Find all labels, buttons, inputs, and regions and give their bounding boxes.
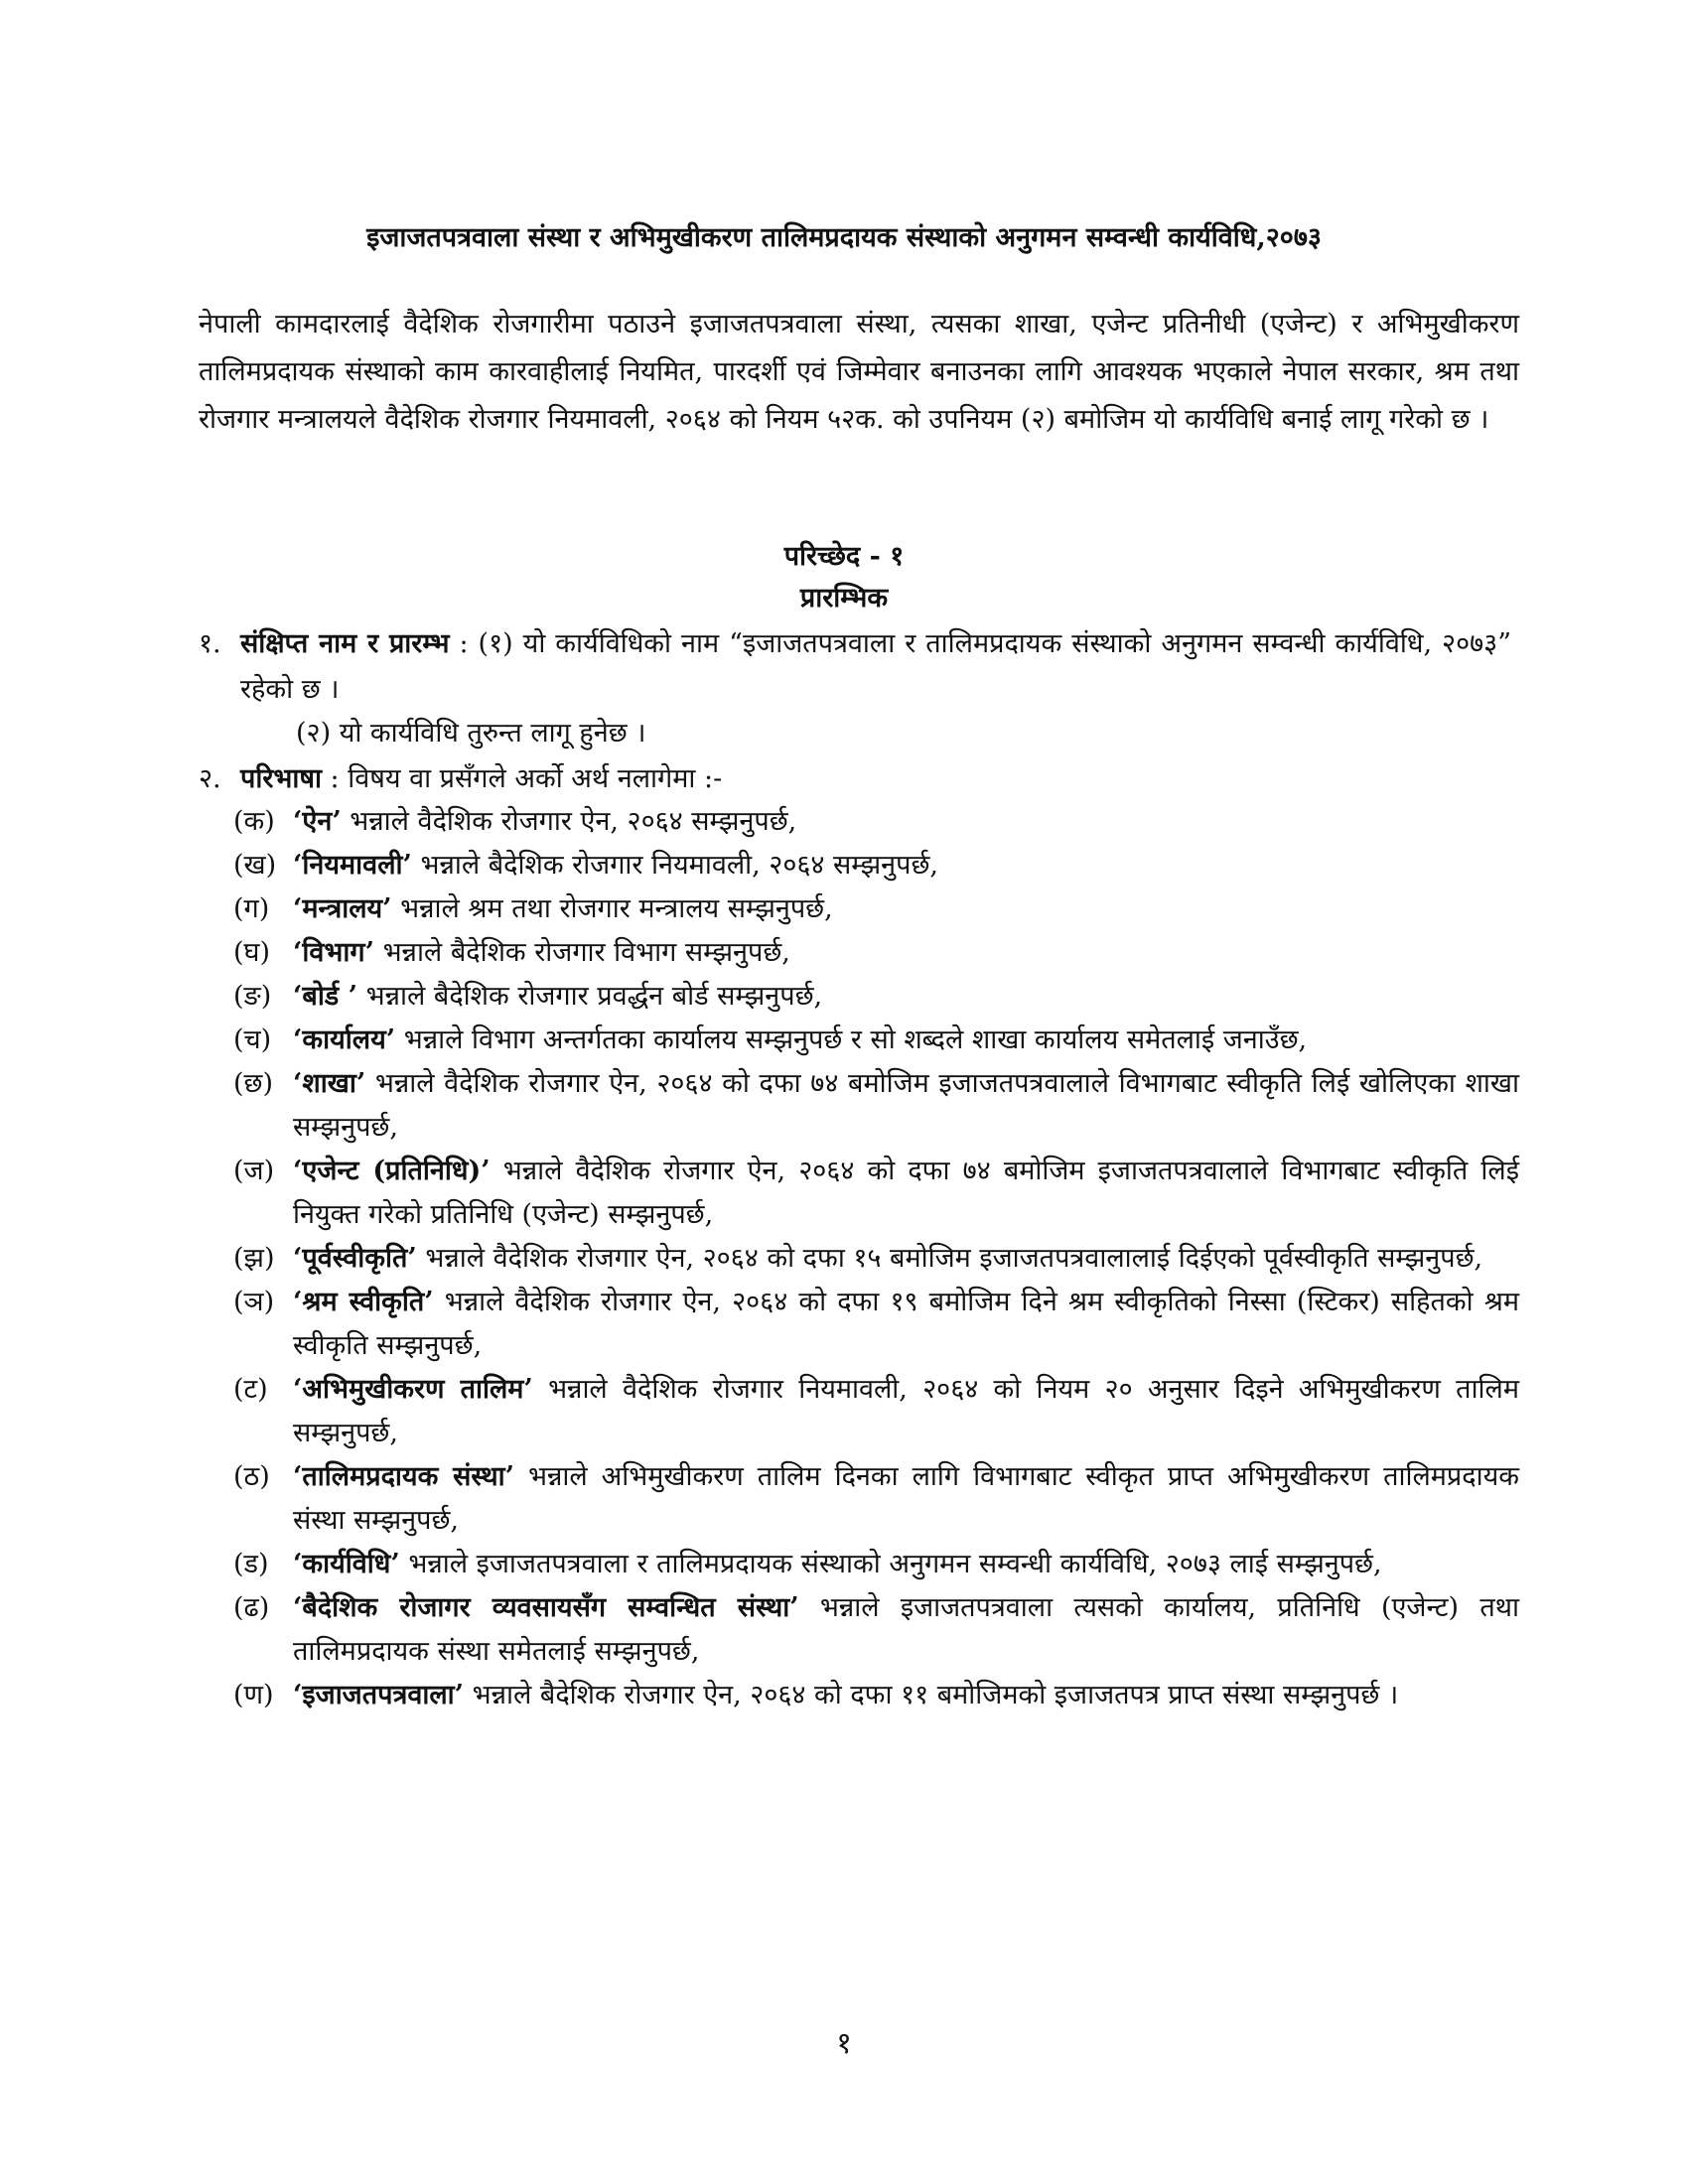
definition-term: ‘कार्यविधि’ xyxy=(293,1549,400,1579)
definition-item xyxy=(233,1455,1519,1543)
definition-label: (ग) xyxy=(233,893,270,924)
definition-label: (च) xyxy=(233,1024,272,1055)
definition-item xyxy=(233,1237,1519,1281)
definition-term: ‘बैदेशिक रोजागर व्यवसायसँग सम्वन्धित संस्था’ xyxy=(293,1592,799,1623)
definition-text: भन्नाले बैदेशिक रोजगार ऐन, २०६४ को दफा ११ बमोजिमको इजाजतपत्र प्राप्त संस्था सम्झनुपर्छ । xyxy=(464,1680,1399,1710)
definition-item xyxy=(233,931,1519,975)
definition-text: भन्नाले वैदेशिक रोजगार ऐन, २०६४ को दफा १५ बमोजिम इजाजतपत्रवालालाई दिईएको पूर्वस्वीकृति सम्झनुपर्छ, xyxy=(416,1243,1483,1274)
definition-body xyxy=(293,1368,1519,1455)
definition-item xyxy=(233,1150,1519,1237)
section-2-heading: परिभाषा xyxy=(240,763,322,794)
definition-item xyxy=(233,975,1519,1019)
definition-label: (घ) xyxy=(233,937,271,968)
definition-label: (क) xyxy=(233,806,275,837)
page-number: १ xyxy=(836,2026,852,2061)
definition-label: (ज) xyxy=(233,1156,275,1186)
definition-term: ‘विभाग’ xyxy=(293,937,374,968)
definitions-list xyxy=(233,800,1519,1717)
definition-text: भन्नाले वैदेशिक रोजगार ऐन, २०६४ सम्झनुपर्छ, xyxy=(341,806,797,837)
definition-body xyxy=(293,887,1519,931)
definition-label: (ण) xyxy=(233,1680,274,1710)
section-1-number: १. xyxy=(199,628,221,659)
definition-text: भन्नाले बैदेशिक रोजगार विभाग सम्झनुपर्छ, xyxy=(373,937,790,968)
definition-term: ‘नियमावली’ xyxy=(293,850,412,881)
chapter-name: प्रारम्भिक xyxy=(799,583,889,614)
definition-text: भन्नाले वैदेशिक रोजगार नियमावली, २०६४ को नियम २० अनुसार दिइने अभिमुखीकरण तालिम सम्झनुपर्छ, xyxy=(293,1374,1520,1448)
definition-label: (ट) xyxy=(233,1374,268,1405)
definition-body xyxy=(293,800,1519,844)
definition-item xyxy=(233,1543,1519,1586)
definition-item xyxy=(233,1586,1519,1674)
definition-body xyxy=(293,1586,1519,1674)
definition-text: भन्नाले बैदेशिक रोजगार प्रवर्द्धन बोर्ड सम्झनुपर्छ, xyxy=(357,981,823,1012)
definition-label: (ङ) xyxy=(233,981,272,1012)
definition-body xyxy=(293,931,1519,975)
definition-item xyxy=(233,844,1519,887)
definition-body xyxy=(293,844,1519,887)
definition-item xyxy=(233,887,1519,931)
definition-text: भन्नाले वैदेशिक रोजगार ऐन, २०६४ को दफा ७४ बमोजिम इजाजतपत्रवालाले विभागबाट स्वीकृति लिई नियुक्त गरेको प्रतिनिधि (एजेन्ट) सम्झनुपर्छ, xyxy=(293,1156,1519,1230)
definition-text: भन्नाले अभिमुखीकरण तालिम दिनका लागि विभागबाट स्वीकृत प्राप्त अभिमुखीकरण तालिमप्रदायक संस्था सम्झनुपर्छ, xyxy=(293,1461,1520,1536)
definition-text: भन्नाले श्रम तथा रोजगार मन्त्रालय सम्झनुपर्छ, xyxy=(391,893,833,924)
definition-item xyxy=(233,800,1519,844)
definition-item xyxy=(233,1019,1519,1062)
definition-body xyxy=(293,1019,1519,1062)
section-1-subrule: (२) यो कार्यविधि तुरुन्त लागू हुनेछ । xyxy=(296,718,646,749)
section-2-number: २. xyxy=(199,763,221,794)
definition-text: भन्नाले इजाजतपत्रवाला र तालिमप्रदायक संस्थाको अनुगमन सम्वन्धी कार्यविधि, २०७३ लाई सम्झनुपर्छ, xyxy=(399,1549,1382,1579)
section-1-body xyxy=(240,621,1511,713)
definition-body xyxy=(293,1281,1519,1368)
definition-term: ‘तालिमप्रदायक संस्था’ xyxy=(293,1461,514,1492)
definition-item xyxy=(233,1062,1519,1150)
definition-text: भन्नाले बैदेशिक रोजगार नियमावली, २०६४ सम्झनुपर्छ, xyxy=(411,850,938,881)
definition-body xyxy=(293,1150,1519,1237)
chapter-number: परिच्छेद - १ xyxy=(783,541,905,572)
definition-text: भन्नाले इजाजतपत्रवाला त्यसको कार्यालय, प्रतिनिधि (एजेन्ट) तथा तालिमप्रदायक संस्था समेतलाई सम्झनुपर्छ, xyxy=(293,1592,1519,1667)
definition-body xyxy=(293,1543,1519,1586)
definition-term: ‘शाखा’ xyxy=(293,1068,366,1099)
definition-term: ‘इजाजतपत्रवाला’ xyxy=(293,1680,465,1710)
definition-body xyxy=(293,975,1519,1019)
definition-label: (छ) xyxy=(233,1068,273,1099)
section-1-heading: संक्षिप्त नाम र प्रारम्भ xyxy=(240,628,450,659)
definition-item xyxy=(233,1281,1519,1368)
definition-label: (ठ) xyxy=(233,1461,270,1492)
definition-text: भन्नाले विभाग अन्तर्गतका कार्यालय सम्झनुपर्छ र सो शब्दले शाखा कार्यालय समेतलाई जनाउँछ, xyxy=(395,1024,1308,1055)
definition-term: ‘ऐन’ xyxy=(293,806,342,837)
preamble-paragraph: नेपाली कामदारलाई वैदेशिक रोजगारीमा पठाउने इजाजतपत्रवाला संस्था, त्यसका शाखा, एजेन्ट प्रतिनीधी (एजेन्ट) र अभिमुखीकरण तालिमप्रदायक संस्थाको काम कारवाहीलाई नियमित, पारदर्शी एवं जिम्मेवार बनाउनका लागि आवश्यक भएकाले नेपाल सरकार, श्रम तथा रोजगार मन्त्रालयले वैदेशिक रोजगार नियमावली, २०६४ को नियम ५२क. को उपनियम (२) बमोजिम यो कार्यविधि बनाई लागू गरेको छ । xyxy=(199,309,1519,435)
definition-body xyxy=(293,1062,1519,1150)
definition-term: ‘एजेन्ट (प्रतिनिधि)’ xyxy=(293,1156,491,1186)
definition-item xyxy=(233,1674,1519,1717)
definition-text: भन्नाले वैदेशिक रोजगार ऐन, २०६४ को दफा १९ बमोजिम दिने श्रम स्वीकृतिको निस्सा (स्टिकर) सहितको श्रम स्वीकृति सम्झनुपर्छ, xyxy=(293,1287,1520,1361)
definition-body xyxy=(293,1674,1519,1717)
definition-term: ‘बोर्ड ’ xyxy=(293,981,358,1012)
definition-text: भन्नाले वैदेशिक रोजगार ऐन, २०६४ को दफा ७४ बमोजिम इजाजतपत्रवालाले विभागबाट स्वीकृति लिई खोलिएका शाखा सम्झनुपर्छ, xyxy=(293,1068,1519,1143)
definition-label: (ढ) xyxy=(233,1592,270,1623)
definition-label: (झ) xyxy=(233,1243,275,1274)
definition-label: (ख) xyxy=(233,850,277,881)
section-2-text: : विषय वा प्रसँगले अर्को अर्थ नलागेमा :- xyxy=(321,763,723,794)
definition-item xyxy=(233,1368,1519,1455)
definition-body xyxy=(293,1237,1519,1281)
definition-term: ‘पूर्वस्वीकृति’ xyxy=(293,1243,417,1274)
document-title: इजाजतपत्रवाला संस्था र अभिमुखीकरण तालिमप्रदायक संस्थाको अनुगमन सम्वन्धी कार्यविधि,२०७३ xyxy=(366,222,1322,253)
definition-body xyxy=(293,1455,1519,1543)
section-2-body xyxy=(240,756,1511,802)
definition-label: (ञ) xyxy=(233,1287,275,1317)
definition-term: ‘मन्त्रालय’ xyxy=(293,893,392,924)
definition-label: (ड) xyxy=(233,1549,269,1579)
definition-term: ‘श्रम स्वीकृति’ xyxy=(293,1287,434,1317)
definition-term: ‘अभिमुखीकरण तालिम’ xyxy=(293,1374,533,1405)
definition-term: ‘कार्यालय’ xyxy=(293,1024,396,1055)
section-1-text: : (१) यो कार्यविधिको नाम “इजाजतपत्रवाला र तालिमप्रदायक संस्थाको अनुगमन सम्वन्धी कार्यविधि, २०७३” रहेको छ । xyxy=(240,628,1511,705)
